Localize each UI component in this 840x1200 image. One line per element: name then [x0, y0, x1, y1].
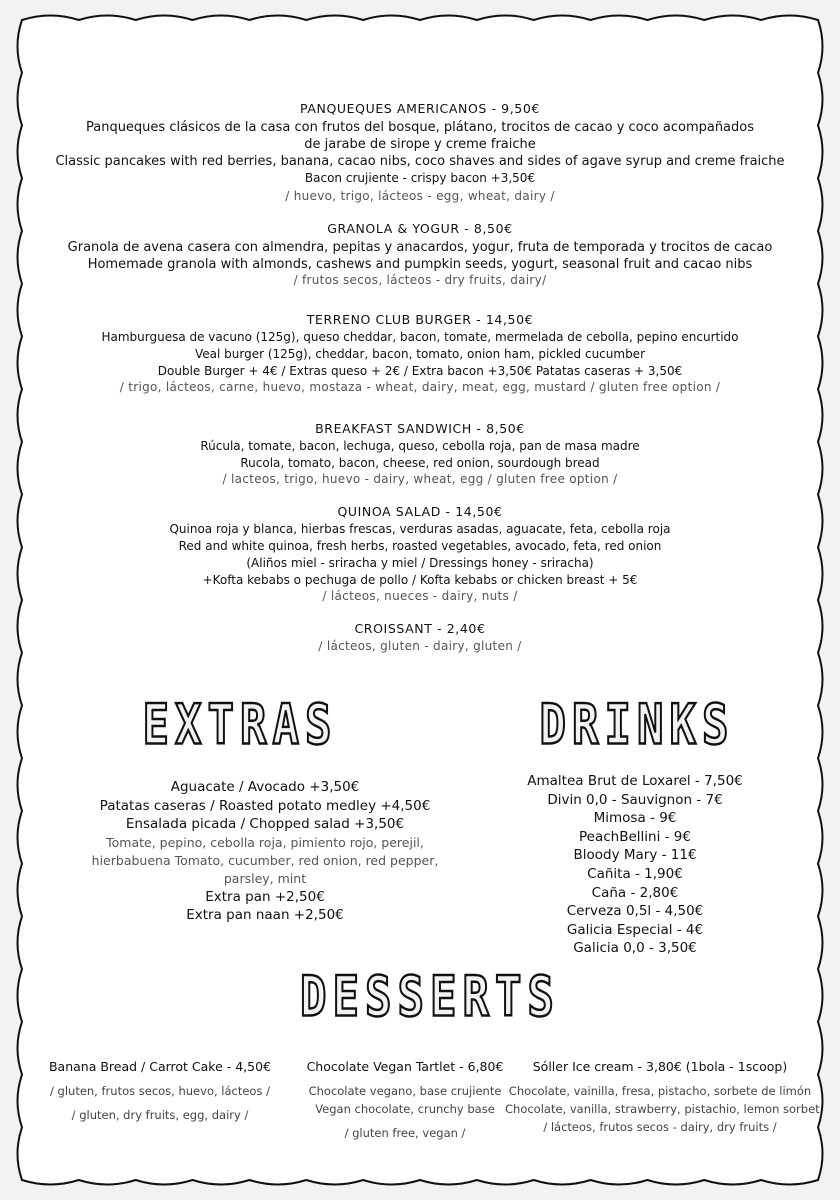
- desserts-heading: [300, 965, 560, 1030]
- extras-item: Aguacate / Avocado +3,50€: [170, 779, 360, 795]
- menu-item-pancakes: [0, 101, 840, 203]
- drinks-item: Cerveza 0,5l - 4,50€: [566, 903, 704, 920]
- dessert-ice-cream: [505, 1058, 820, 1136]
- drinks-item: Galicia Especial - 4€: [566, 921, 704, 938]
- item-allergens: / lácteos, nueces - dairy, nuts /: [322, 589, 518, 603]
- drinks-item: Caña - 2,80€: [591, 884, 679, 901]
- dessert-line: Chocolate vegano, base crujiente: [308, 1084, 502, 1098]
- dessert-title: Sóller Ice cream - 3,80€ (1bola - 1scoop): [532, 1059, 788, 1074]
- item-desc-line: Rucola, tomato, bacon, cheese, red onion, sourdough bread: [240, 456, 600, 470]
- item-allergens: / frutos secos, lácteos - dry fruits, dairy/: [293, 273, 547, 287]
- dessert-line: / gluten, dry fruits, egg, dairy /: [71, 1108, 249, 1122]
- item-desc-line: Homemade granola with almonds, cashews and pumpkin seeds, yogurt, seasonal fruit and cacao nibs: [87, 257, 753, 272]
- item-title: GRANOLA & YOGUR - 8,50€: [327, 221, 513, 236]
- item-desc-line: Quinoa roja y blanca, hierbas frescas, verduras asadas, aguacate, feta, cebolla roja: [169, 522, 671, 536]
- item-title: QUINOA SALAD - 14,50€: [337, 504, 503, 519]
- item-title: BREAKFAST SANDWICH - 8,50€: [315, 421, 525, 436]
- extras-item: Extra pan naan +2,50€: [186, 907, 344, 924]
- dessert-title: Banana Bread / Carrot Cake - 4,50€: [48, 1059, 272, 1074]
- dessert-title: Chocolate Vegan Tartlet - 6,80€: [306, 1059, 504, 1074]
- item-title: TERRENO CLUB BURGER - 14,50€: [306, 312, 534, 327]
- extras-list: [60, 778, 470, 925]
- item-desc-line: Classic pancakes with red berries, banana, cacao nibs, coco shaves and sides of agave syrup and creme fraiche: [55, 154, 785, 169]
- dessert-vegan-tartlet: [290, 1058, 520, 1142]
- item-title: PANQUEQUES AMERICANOS - 9,50€: [300, 101, 540, 116]
- dessert-line: Chocolate, vanilla, strawberry, pistachio, lemon sorbet: [505, 1102, 820, 1116]
- extras-item: Extra pan +2,50€: [205, 888, 325, 905]
- dessert-banana-bread: [40, 1058, 280, 1124]
- item-desc-line: Rúcula, tomate, bacon, lechuga, queso, cebolla roja, pan de masa madre: [200, 439, 640, 453]
- menu-item-granola: [0, 221, 840, 287]
- extras-title: EXTRAS: [142, 693, 338, 758]
- drinks-item: Bloody Mary - 11€: [573, 847, 697, 864]
- menu-item-quinoa: [0, 504, 840, 603]
- dessert-line: / gluten free, vegan /: [344, 1126, 466, 1140]
- item-allergens: / lacteos, trigo, huevo - dairy, wheat, egg / gluten free option /: [222, 472, 618, 486]
- extras-item-note: Tomate, pepino, cebolla roja, pimiento rojo, perejil,: [106, 834, 424, 850]
- extras-item: Ensalada picada / Chopped salad +3,50€: [125, 816, 405, 833]
- item-allergens: / trigo, lácteos, carne, huevo, mostaza - wheat, dairy, meat, egg, mustard / gluten free option /: [119, 380, 721, 394]
- dessert-line: Chocolate, vainilla, fresa, pistacho, sorbete de limón: [508, 1084, 812, 1098]
- drinks-item: Galicia 0,0 - 3,50€: [573, 940, 697, 957]
- item-desc-line: (Aliños miel - sriracha y miel / Dressings honey - sriracha): [246, 556, 594, 570]
- menu-item-burger: [0, 312, 840, 394]
- dessert-line: / gluten, frutos secos, huevo, lácteos /: [50, 1084, 270, 1098]
- item-allergens: / lácteos, gluten - dairy, gluten /: [318, 639, 522, 653]
- item-desc-line: Panqueques clásicos de la casa con frutos del bosque, plátano, trocitos de cacao y coco acompañados: [85, 120, 755, 135]
- item-desc-line: Veal burger (125g), cheddar, bacon, tomato, onion ham, pickled cucumber: [194, 347, 645, 361]
- dessert-line: Vegan chocolate, crunchy base: [315, 1102, 495, 1116]
- drinks-item: Divin 0,0 - Sauvignon - 7€: [547, 791, 723, 808]
- drinks-heading: [527, 693, 747, 758]
- menu-item-croissant: [0, 621, 840, 653]
- extras-item-note: hierbabuena Tomato, cucumber, red onion, red pepper,: [91, 852, 439, 868]
- drinks-item: Mimosa - 9€: [593, 810, 677, 827]
- desserts-title: DESSERTS: [300, 965, 560, 1030]
- dessert-line: / lácteos, frutos secos - dairy, dry fruits /: [543, 1120, 777, 1134]
- item-desc-line: Granola de avena casera con almendra, pepitas y anacardos, yogur, fruta de temporada y trocitos de cacao: [67, 240, 773, 255]
- drinks-item: Amaltea Brut de Loxarel - 7,50€: [527, 773, 743, 789]
- item-extra-line: Bacon crujiente - crispy bacon +3,50€: [304, 171, 536, 185]
- item-desc-line: Red and white quinoa, fresh herbs, roasted vegetables, avocado, feta, red onion: [178, 539, 662, 553]
- item-desc-line: de jarabe de sirope y creme fraiche: [304, 137, 536, 152]
- item-allergens: / huevo, trigo, lácteos - egg, wheat, dairy /: [285, 189, 555, 203]
- drinks-list: [500, 772, 770, 958]
- extras-item-note: parsley, mint: [223, 870, 307, 886]
- item-desc-line: Hamburguesa de vacuno (125g), queso cheddar, bacon, tomate, mermelada de cebolla, pepino encurtido: [101, 330, 739, 344]
- drinks-item: PeachBellini - 9€: [579, 828, 691, 845]
- item-desc-line: +Kofta kebabs o pechuga de pollo / Kofta kebabs or chicken breast + 5€: [202, 573, 638, 587]
- item-desc-line: Double Burger + 4€ / Extras queso + 2€ / Extra bacon +3,50€ Patatas caseras + 3,50€: [157, 364, 683, 378]
- extras-heading: [140, 693, 340, 758]
- drinks-item: Cañita - 1,90€: [587, 865, 683, 882]
- item-title: CROISSANT - 2,40€: [354, 621, 486, 636]
- extras-item: Patatas caseras / Roasted potato medley +4,50€: [99, 797, 431, 814]
- drinks-title: DRINKS: [539, 693, 735, 758]
- menu-item-sandwich: [0, 421, 840, 486]
